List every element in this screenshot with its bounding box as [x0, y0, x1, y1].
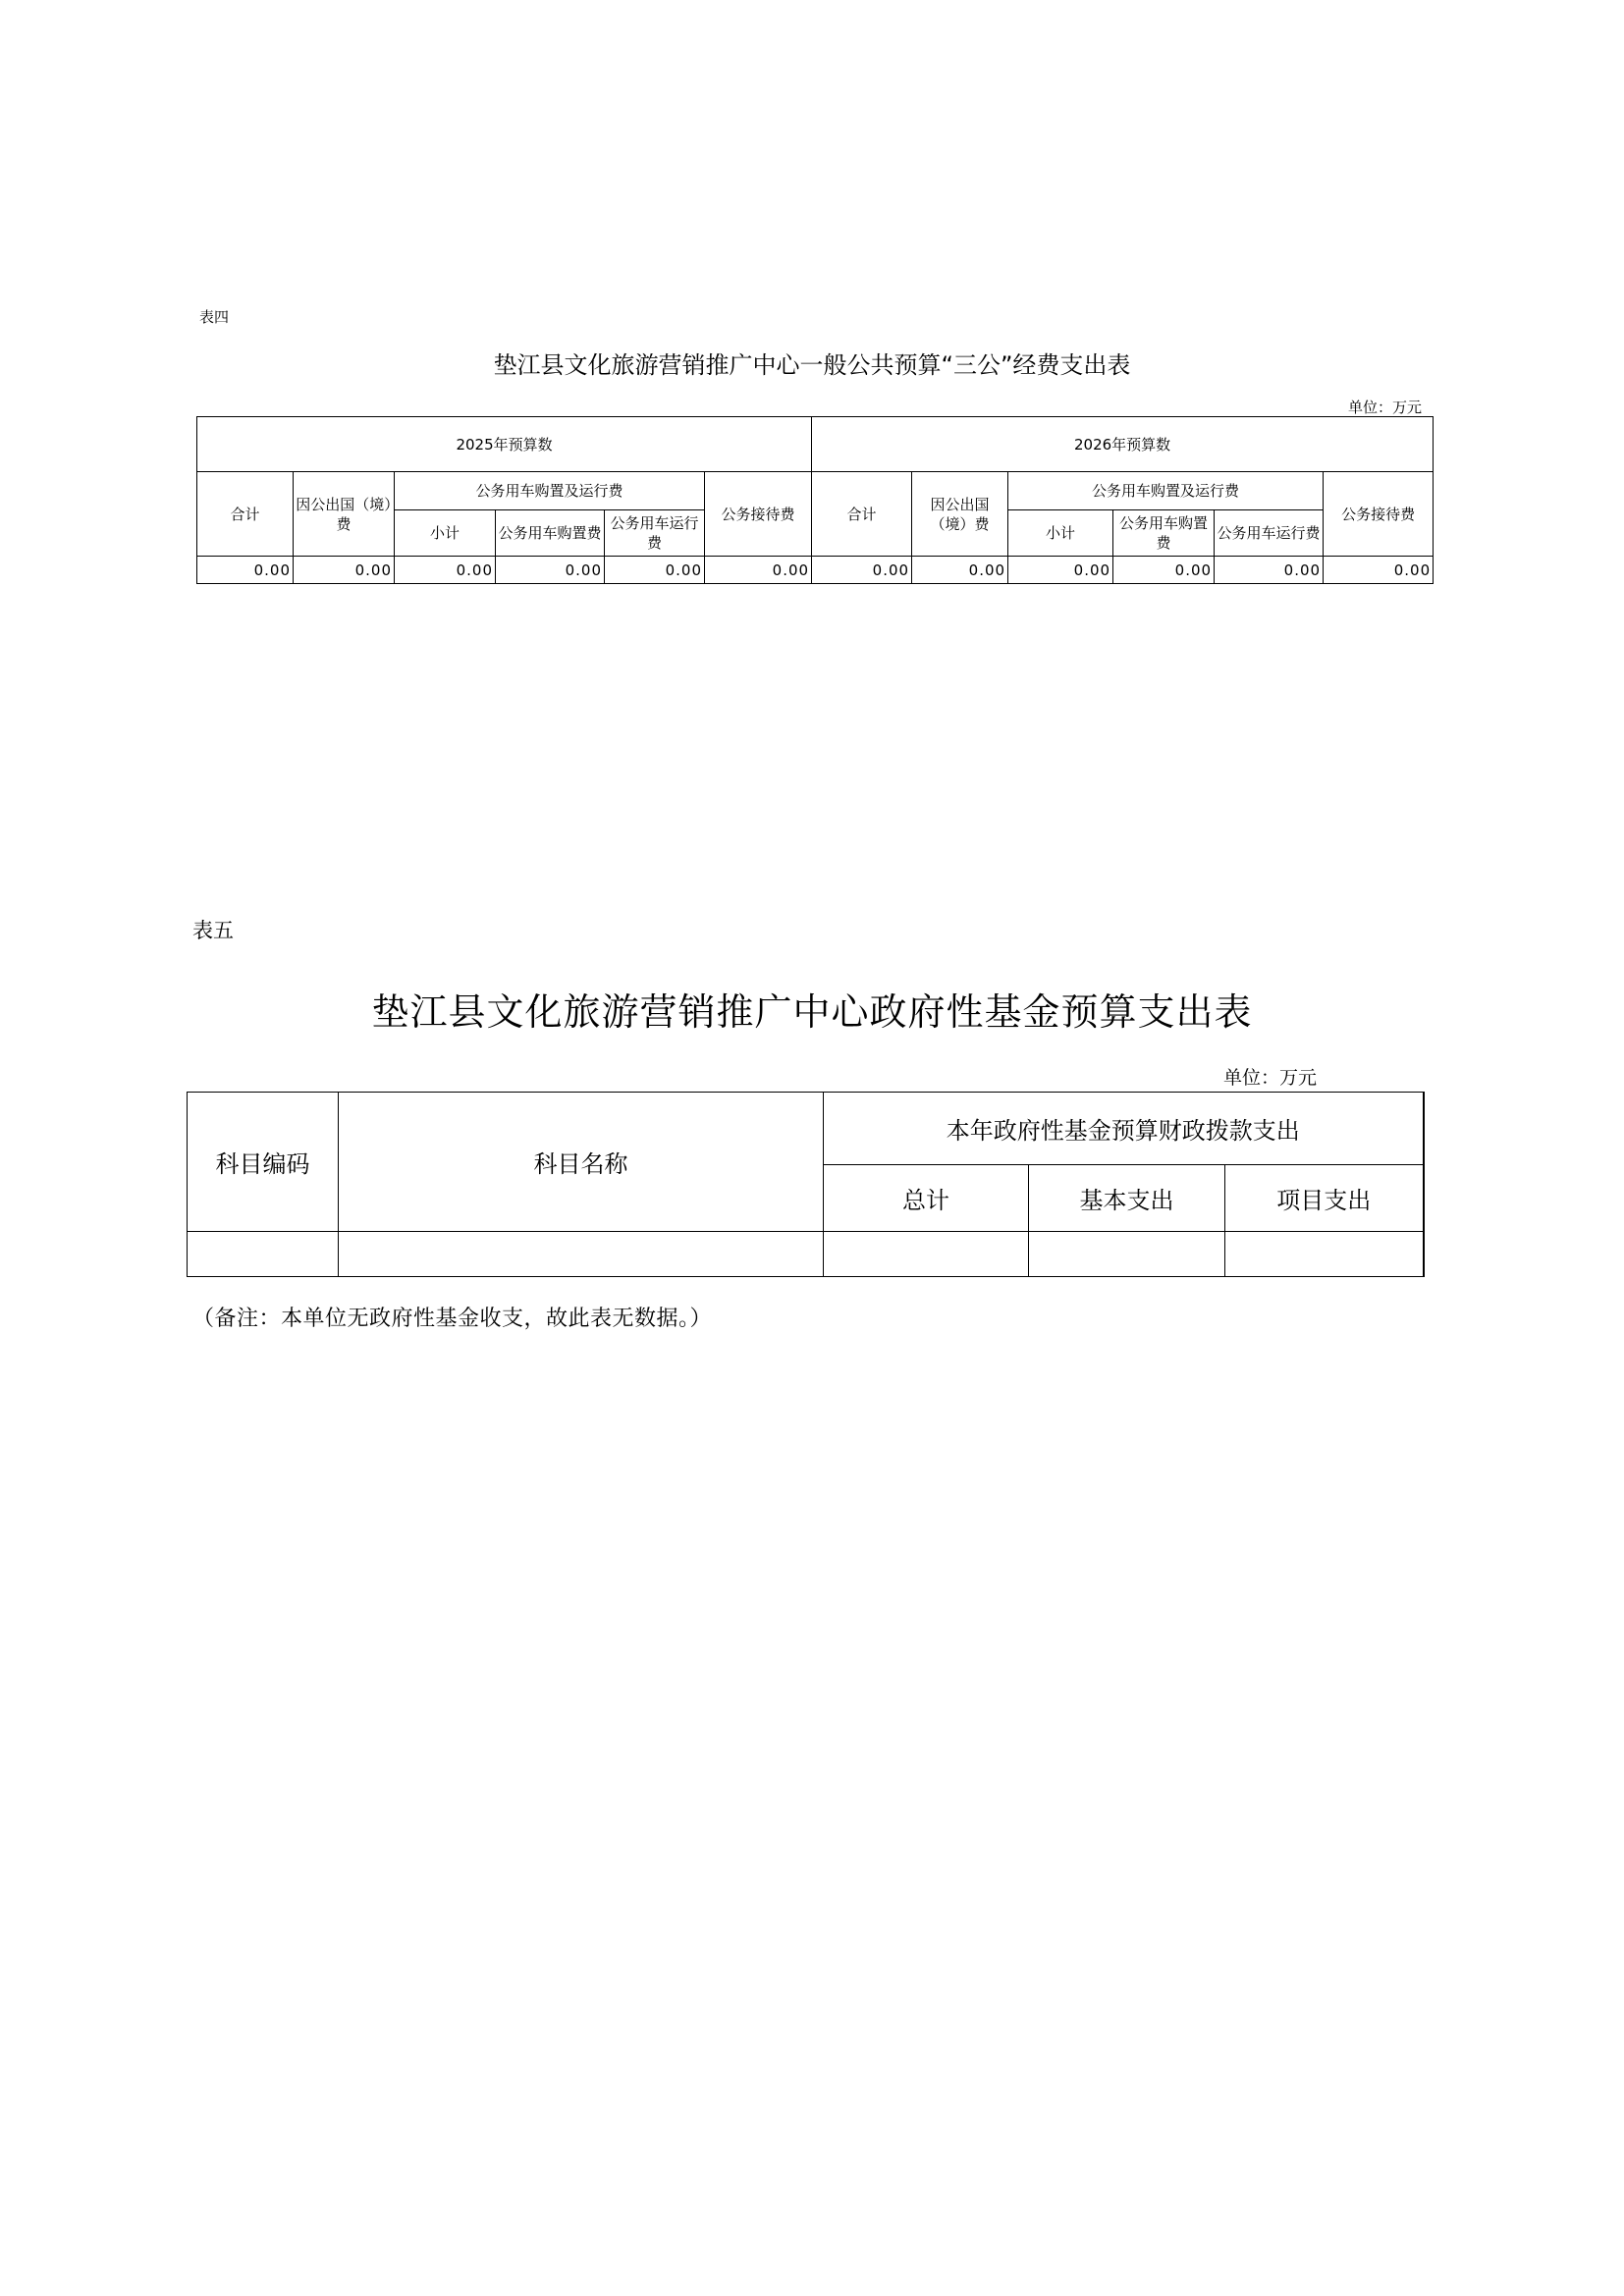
header-total: 合计	[197, 472, 294, 557]
table5-unit: 单位：万元	[1223, 1067, 1318, 1089]
header-reception: 公务接待费	[1324, 472, 1434, 557]
value-cell: 0.00	[605, 557, 705, 584]
header-subject-code: 科目编码	[188, 1093, 339, 1232]
value-cell: 0.00	[912, 557, 1008, 584]
header-abroad: 因公出国（境）费	[294, 472, 395, 557]
value-cell: 0.00	[294, 557, 395, 584]
three-public-expenses-table	[196, 416, 1434, 584]
empty-cell	[824, 1232, 1029, 1277]
header-project-expense: 项目支出	[1225, 1165, 1424, 1232]
header-subject-name: 科目名称	[339, 1093, 824, 1232]
value-cell: 0.00	[1324, 557, 1434, 584]
table4-label: 表四	[199, 308, 230, 326]
header-reception: 公务接待费	[705, 472, 812, 557]
value-cell: 0.00	[705, 557, 812, 584]
header-subtotal: 小计	[395, 510, 496, 557]
empty-cell	[188, 1232, 339, 1277]
header-vehicle-purchase: 公务用车购置费	[496, 510, 605, 557]
value-cell: 0.00	[1008, 557, 1113, 584]
header-vehicle-group: 公务用车购置及运行费	[395, 472, 705, 510]
value-cell: 0.00	[496, 557, 605, 584]
header-subtotal: 小计	[1008, 510, 1113, 557]
empty-cell	[1225, 1232, 1424, 1277]
table4-title: 垫江县文化旅游营销推广中心一般公共预算“三公”经费支出表	[493, 351, 1131, 379]
header-vehicle-group: 公务用车购置及运行费	[1008, 472, 1324, 510]
header-total: 总计	[824, 1165, 1029, 1232]
header-total: 合计	[812, 472, 912, 557]
header-fund-group: 本年政府性基金预算财政拨款支出	[824, 1093, 1424, 1165]
government-fund-expense-table	[187, 1092, 1425, 1277]
year-header-2025: 2025年预算数	[197, 417, 812, 472]
empty-cell	[1029, 1232, 1225, 1277]
table-row	[197, 557, 1434, 584]
table-row	[188, 1232, 1424, 1277]
header-basic-expense: 基本支出	[1029, 1165, 1225, 1232]
value-cell: 0.00	[1113, 557, 1215, 584]
header-vehicle-operation: 公务用车运行费	[1215, 510, 1324, 557]
header-vehicle-operation: 公务用车运行费	[605, 510, 705, 557]
table4-unit: 单位：万元	[1347, 399, 1422, 416]
header-abroad: 因公出国（境）费	[912, 472, 1008, 557]
table5-title: 垫江县文化旅游营销推广中心政府性基金预算支出表	[371, 990, 1253, 1034]
value-cell: 0.00	[197, 557, 294, 584]
table5-note: （备注：本单位无政府性基金收支，故此表无数据。）	[192, 1307, 713, 1331]
table5-label: 表五	[192, 919, 234, 942]
value-cell: 0.00	[395, 557, 496, 584]
empty-cell	[339, 1232, 824, 1277]
header-vehicle-purchase: 公务用车购置费	[1113, 510, 1215, 557]
value-cell: 0.00	[812, 557, 912, 584]
value-cell: 0.00	[1215, 557, 1324, 584]
year-header-2026: 2026年预算数	[812, 417, 1434, 472]
